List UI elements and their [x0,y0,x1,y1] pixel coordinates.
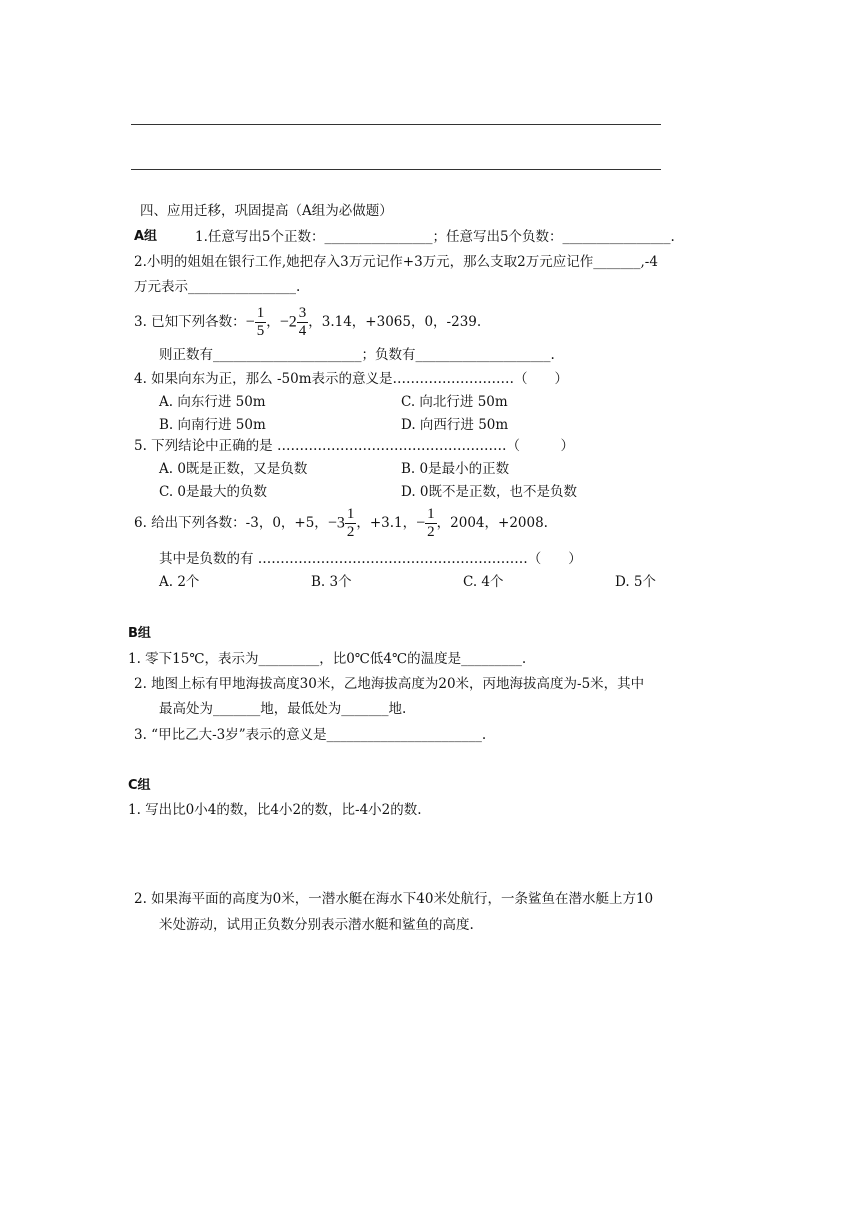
q3-fraction-1-denominator: 5 [256,323,265,339]
q6-suffix: ，2004，+2008. [436,515,548,531]
q6-mid: ，+3.1， [356,515,417,531]
answer-line-1 [131,124,661,125]
q6-fraction-2-sign: − [416,514,426,532]
q3-fraction-2 [297,305,309,340]
group-a-q2-line2: 万元表示________________. [134,279,301,295]
q6-fraction-1 [345,506,357,541]
q3-fraction-2-denominator: 4 [298,323,307,339]
q4-option-a: A. 向东行进 50m [159,394,266,410]
q6-option-c: C. 4个 [463,574,504,590]
q6-prefix: 6. 给出下列各数：-3，0，+5， [134,515,328,531]
q3-fraction-1-numerator: 1 [256,305,265,321]
group-a-q2-line1: 2.小明的姐姐在银行工作,她把存入3万元记作+3万元，那么支取2万元应记作_______,-4 [134,254,658,270]
q5-option-b: B. 0是最小的正数 [401,461,510,477]
q4-option-b: B. 向南行进 50m [159,417,266,433]
group-c-q2-line2: 米处游动，试用正负数分别表示潜水艇和鲨鱼的高度. [159,917,474,933]
group-c-q1: 1. 写出比0小4的数，比4小2的数，比-4小2的数. [128,802,422,818]
group-b-q2-line1: 2. 地图上标有甲地海拔高度30米，乙地海拔高度为20米，丙地海拔高度为-5米，其中 [134,676,645,692]
group-a-q4-stem: 4. 如果向东为正，那么 -50m表示的意义是………………………（ ） [134,371,569,387]
q6-fraction-2 [425,506,437,541]
q3-prefix: 3. 已知下列各数： [134,314,246,330]
q3-fraction-2-numerator: 3 [298,305,307,321]
group-c-label: C组 [128,778,151,793]
q6-fraction-2-numerator: 1 [427,506,435,522]
group-c-q2-line1: 2. 如果海平面的高度为0米，一潜水艇在海水下40米处航行，一条鲨鱼在潜水艇上方10 [134,891,654,907]
group-a-q1: 1.任意写出5个正数：________________；任意写出5个负数：________________. [195,229,675,245]
q3-fraction-1-sign: − [245,313,255,331]
section-title: 四、应用迁移，巩固提高（A组为必做题） [140,203,393,219]
group-a-q6-line2: 其中是负数的有 ……………………………………………………（ ） [159,551,582,567]
group-b-q2-line2: 最高处为_______地，最低处为_______地. [159,701,407,717]
q6-fraction-1-sign: −3 [327,514,345,532]
group-a-label: A组 [134,229,158,244]
q6-option-b: B. 3个 [311,574,352,590]
answer-line-2 [131,169,661,170]
q4-option-d: D. 向西行进 50m [401,417,509,433]
q5-option-a: A. 0既是正数，又是负数 [159,461,308,477]
q5-option-c: C. 0是最大的负数 [159,484,268,500]
q3-suffix: ，3.14，+3065，0，-239. [308,314,482,330]
q6-fraction-1-numerator: 1 [346,506,355,522]
group-a-q6 [134,503,548,544]
q3-fraction-1 [255,305,267,340]
group-a-q5-stem: 5. 下列结论中正确的是 ……………………………………………（ ） [134,438,574,454]
q6-option-a: A. 2个 [159,574,200,590]
q6-option-d: D. 5个 [615,574,657,590]
q6-fraction-2-denominator: 2 [427,524,435,540]
group-b-q3: 3. “甲比乙大-3岁”表示的意义是_______________________. [134,727,487,743]
group-a-q3-line2: 则正数有______________________；负数有____________________. [159,347,555,363]
q4-option-c: C. 向北行进 50m [401,394,508,410]
q3-separator: ， [266,314,280,330]
group-a-q3 [134,302,481,343]
q5-option-d: D. 0既不是正数，也不是负数 [401,484,578,500]
group-b-q1: 1. 零下15℃，表示为_________，比0℃低4℃的温度是_________. [128,651,527,667]
q3-fraction-2-sign: −2 [279,313,297,331]
q6-fraction-1-denominator: 2 [346,524,355,540]
group-b-label: B组 [128,626,151,641]
